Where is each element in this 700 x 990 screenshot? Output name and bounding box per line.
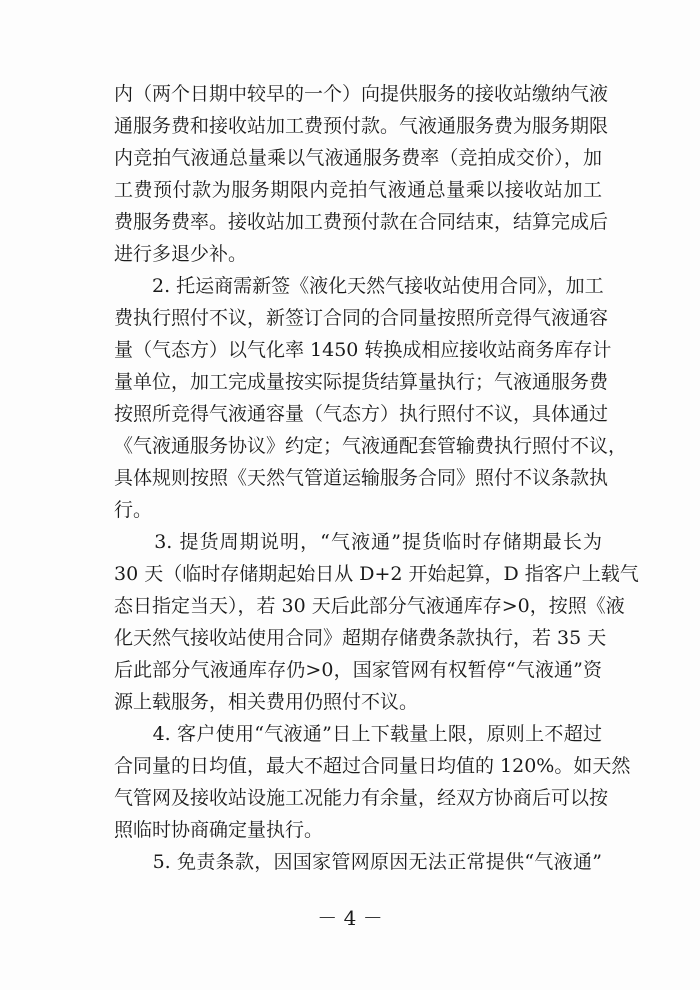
- text-line: 工费预付款为服务期限内竞拍气液通总量乘以接收站加工: [114, 179, 602, 201]
- text-line: 行。: [114, 499, 153, 521]
- text-line: 内（两个日期中较早的一个）向提供服务的接收站缴纳气液: [114, 83, 609, 105]
- body-text: [114, 78, 639, 878]
- text-line: 内竞拍气液通总量乘以气液通服务费率（竞拍成交价），加: [114, 147, 602, 169]
- text-line: 化天然气接收站使用合同》超期存储费条款执行，若 35 天: [114, 627, 607, 649]
- text-line: 合同量的日均值，最大不超过合同量日均值的 120%。如天然: [114, 755, 631, 777]
- text-line: 后此部分气液通库存仍>0，国家管网有权暂停“气液通”资: [114, 659, 602, 681]
- paragraph-5-start: 5. 免责条款，因国家管网原因无法正常提供“气液通”: [114, 851, 602, 873]
- text-line: 费执行照付不议，新签订合同的合同量按照所竞得气液通容: [114, 307, 609, 329]
- text-line: 按照所竞得气液通容量（气态方）执行照付不议，具体通过: [114, 403, 609, 425]
- paragraph-3-start: 3. 提货周期说明，“气液通”提货临时存储期最长为: [114, 531, 602, 553]
- text-line: 态日指定当天），若 30 天后此部分气液通库存>0，按照《液: [114, 595, 625, 617]
- text-line: 量（气态方）以气化率 1450 转换成相应接收站商务库存计: [114, 339, 612, 361]
- text-line: 照临时协商确定量执行。: [114, 819, 324, 841]
- text-line: 源上载服务，相关费用仍照付不议。: [114, 691, 419, 713]
- paragraph-4-start: 4. 客户使用“气液通”日上下载量上限，原则上不超过: [114, 723, 602, 745]
- paragraph-2-start: 2. 托运商需新签《液化天然气接收站使用合同》，加工: [114, 275, 604, 297]
- text-line: 30 天（临时存储期起始日从 D+2 开始起算，D 指客户上载气: [114, 563, 639, 585]
- text-line: 费服务费率。接收站加工费预付款在合同结束，结算完成后: [114, 211, 609, 233]
- text-line: 进行多退少补。: [114, 243, 248, 265]
- text-line: 量单位，加工完成量按实际提货结算量执行；气液通服务费: [114, 371, 609, 393]
- text-line: 通服务费和接收站加工费预付款。气液通服务费为服务期限: [114, 115, 609, 137]
- page-number: － 4 －: [317, 906, 383, 930]
- text-line: 具体规则按照《天然气管道运输服务合同》照付不议条款执: [114, 467, 609, 489]
- text-line: 《气液通服务协议》约定；气液通配套管输费执行照付不议，: [114, 435, 628, 457]
- text-line: 气管网及接收站设施工况能力有余量，经双方协商后可以按: [114, 787, 609, 809]
